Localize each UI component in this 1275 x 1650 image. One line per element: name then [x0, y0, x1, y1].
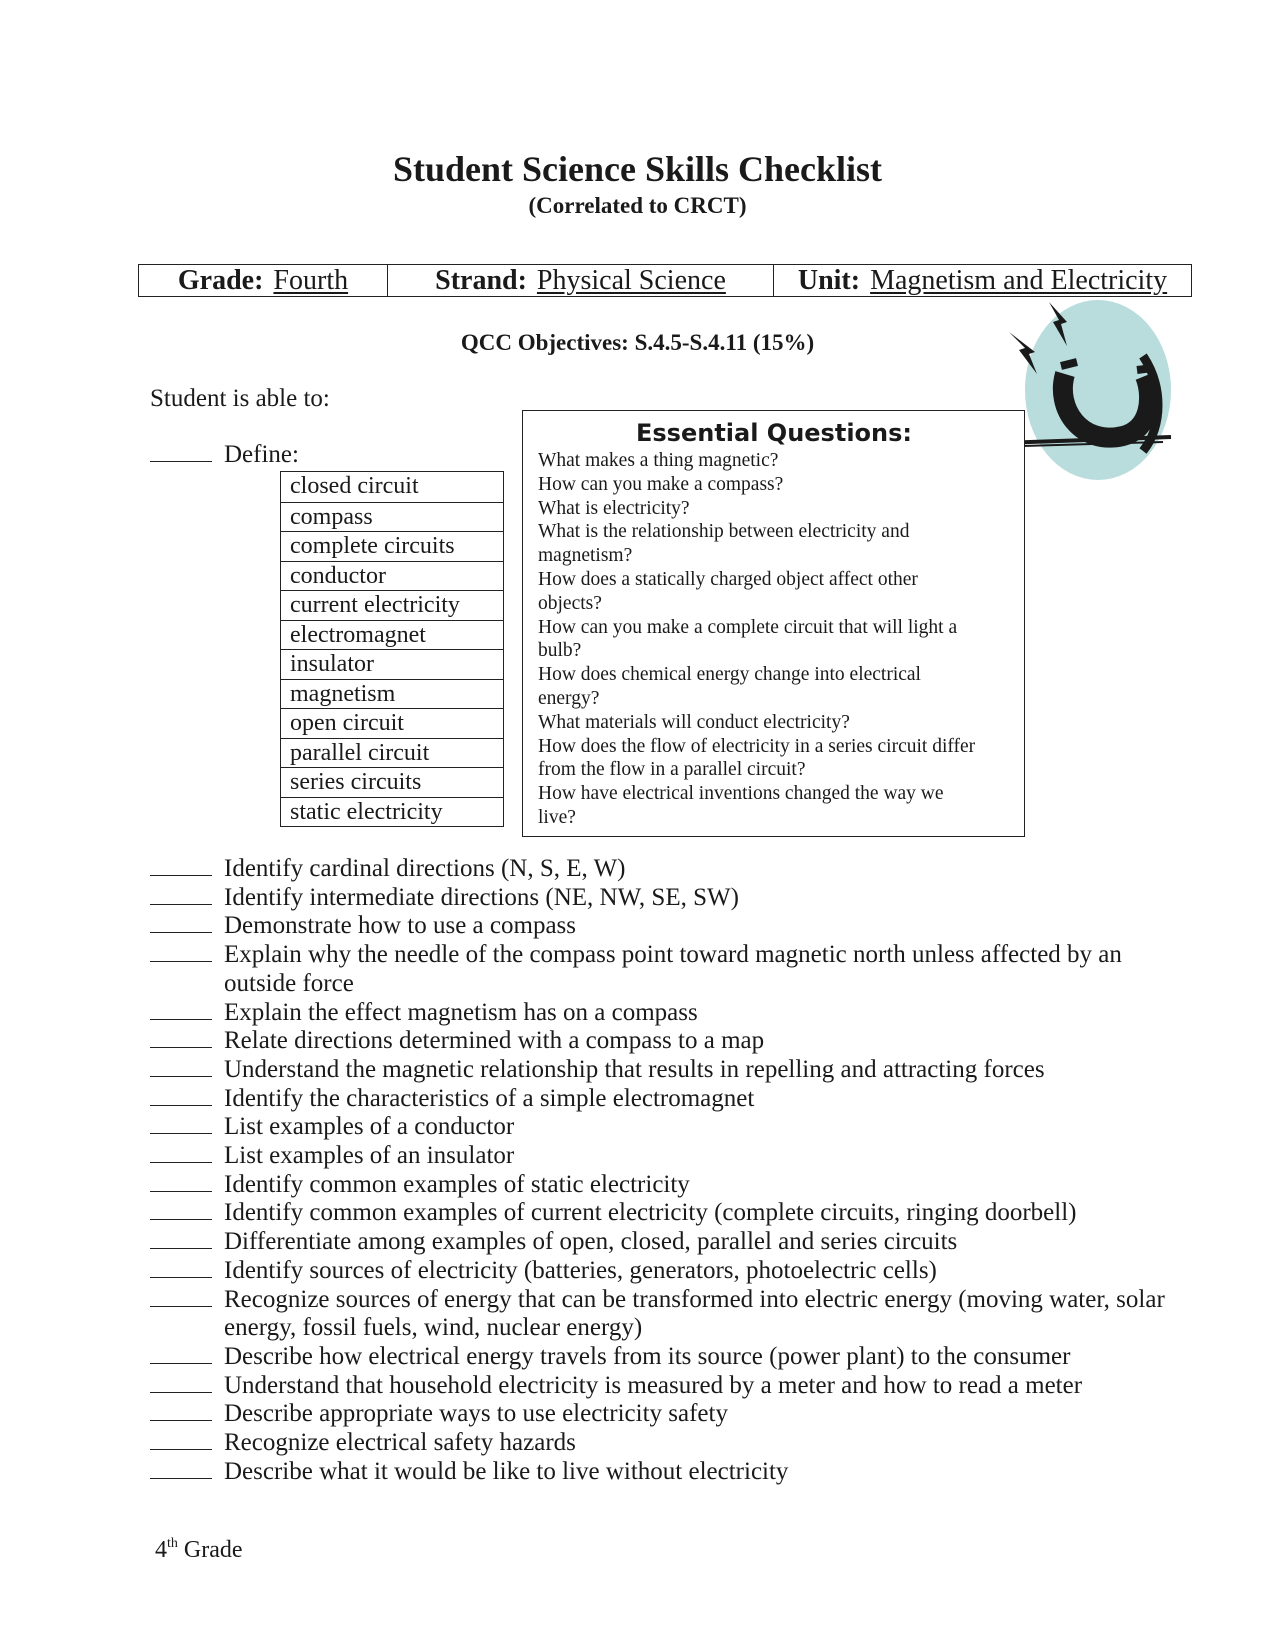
- checklist-item: [150, 1286, 1200, 1343]
- define-label: Define:: [224, 441, 299, 468]
- skill-text: Relate directions determined with a compass to a map: [224, 1027, 765, 1055]
- skill-text: List examples of a conductor: [224, 1113, 515, 1141]
- skill-text: Identify cardinal directions (N, S, E, W): [224, 855, 626, 882]
- check-blank[interactable]: [150, 1171, 212, 1192]
- unit-cell: [773, 265, 1191, 296]
- skill-text: Identify common examples of static electricity: [224, 1170, 690, 1198]
- skill-text: Recognize electrical safety hazards: [224, 1429, 576, 1457]
- strand-value: Physical Science: [536, 264, 726, 296]
- checklist-item: [150, 999, 1200, 1028]
- strand-cell: [387, 265, 773, 296]
- essential-question-line: How can you make a complete circuit that will light a: [538, 616, 958, 638]
- vocab-term: conductor: [281, 561, 503, 591]
- unit-value: Magnetism and Electricity: [870, 264, 1168, 296]
- page-subtitle: (Correlated to CRCT): [528, 193, 747, 218]
- check-blank[interactable]: [150, 1372, 212, 1393]
- essential-question-line: What is electricity?: [538, 497, 690, 519]
- check-blank[interactable]: [150, 941, 212, 962]
- skill-text: Explain the effect magnetism has on a compass: [224, 998, 698, 1026]
- check-blank[interactable]: [150, 1429, 212, 1450]
- essential-question-line: What materials will conduct electricity?: [538, 711, 850, 733]
- page-footer: [155, 1536, 243, 1564]
- footer-grade-word: Grade: [183, 1537, 243, 1563]
- skill-text: Identify the characteristics of a simple electromagnet: [224, 1084, 755, 1112]
- skill-text: Understand the magnetic relationship that results in repelling and attracting forces: [224, 1055, 1045, 1083]
- essential-question-line: How does chemical energy change into electrical: [538, 664, 921, 686]
- skill-text: Understand that household electricity is measured by a meter and how to read a meter: [224, 1371, 1083, 1399]
- skill-text: Explain why the needle of the compass point toward magnetic north unless affected by an outside force: [224, 941, 1122, 997]
- essential-questions-title: Essential Questions:: [635, 419, 912, 447]
- check-blank[interactable]: [150, 1257, 212, 1278]
- essential-question-line: How have electrical inventions changed the way we: [538, 783, 944, 805]
- vocab-term: series circuits: [281, 767, 503, 797]
- check-blank[interactable]: [150, 1199, 212, 1220]
- vocab-term: electromagnet: [281, 620, 503, 650]
- skills-checklist: [150, 855, 1200, 1486]
- grade-cell: [139, 265, 387, 296]
- header-table: [138, 264, 1192, 297]
- essential-question-line: What makes a thing magnetic?: [538, 450, 779, 471]
- check-blank[interactable]: [150, 1027, 212, 1048]
- checklist-item: [150, 1142, 1200, 1171]
- vocab-term: complete circuits: [281, 531, 503, 561]
- skill-text: List examples of an insulator: [224, 1142, 515, 1170]
- checklist-item: [150, 1228, 1200, 1257]
- footer-grade-suffix: th: [167, 1536, 178, 1551]
- skill-text: Demonstrate how to use a compass: [224, 912, 577, 940]
- check-blank[interactable]: [150, 1400, 212, 1421]
- check-blank[interactable]: [150, 1113, 212, 1134]
- footer-grade-number: 4: [155, 1537, 167, 1563]
- essential-question-line: from the flow in a parallel circuit?: [538, 759, 806, 781]
- grade-value: Fourth: [273, 264, 349, 296]
- skill-text: Identify intermediate directions (NE, NW, SE, SW): [224, 883, 739, 911]
- essential-question-line: bulb?: [538, 640, 582, 662]
- checklist-item: [150, 855, 1200, 884]
- skill-text: Describe how electrical energy travels from its source (power plant) to the consumer: [224, 1342, 1071, 1370]
- check-blank[interactable]: [150, 999, 212, 1020]
- essential-question-line: How can you make a compass?: [538, 473, 784, 495]
- intro-text: Student is able to:: [150, 385, 330, 412]
- vocab-term: insulator: [281, 649, 503, 679]
- checklist-item: [150, 1400, 1200, 1429]
- qcc-objectives: QCC Objectives: S.4.5-S.4.11 (15%): [460, 330, 815, 355]
- define-line: [150, 441, 299, 469]
- vocab-term: closed circuit: [290, 473, 419, 499]
- skill-text: Differentiate among examples of open, closed, parallel and series circuits: [224, 1228, 958, 1256]
- skill-text: Recognize sources of energy that can be transformed into electric energy (moving water, solar energy, fossil fuels, wind, nuclear energy): [224, 1285, 1165, 1342]
- check-blank[interactable]: [150, 912, 212, 933]
- skill-text: Identify common examples of current electricity (complete circuits, ringing doorbell): [224, 1199, 1077, 1227]
- checklist-item: [150, 1085, 1200, 1114]
- check-blank[interactable]: [150, 1458, 212, 1479]
- essential-question-line: energy?: [538, 687, 600, 709]
- page-title: Student Science Skills Checklist: [392, 149, 883, 189]
- check-blank[interactable]: [150, 1085, 212, 1106]
- check-blank[interactable]: [150, 884, 212, 905]
- vocab-term: current electricity: [281, 590, 503, 620]
- check-blank[interactable]: [150, 1228, 212, 1249]
- grade-label: Grade:: [177, 264, 264, 296]
- checklist-item: [150, 1113, 1200, 1142]
- check-blank[interactable]: [150, 1343, 212, 1364]
- check-blank[interactable]: [150, 441, 212, 462]
- skill-text: Describe what it would be like to live without electricity: [224, 1457, 789, 1485]
- vocab-term: magnetism: [281, 679, 503, 709]
- skill-text: Identify sources of electricity (batteries, generators, photoelectric cells): [224, 1256, 937, 1284]
- essential-question-line: How does a statically charged object affect other: [538, 568, 918, 590]
- essential-question-line: What is the relationship between electricity and: [538, 521, 910, 543]
- vocabulary-table: [280, 471, 504, 827]
- checklist-item: [150, 1027, 1200, 1056]
- essential-question-line: magnetism?: [538, 545, 633, 567]
- essential-question-line: objects?: [538, 592, 602, 614]
- check-blank[interactable]: [150, 1056, 212, 1077]
- check-blank[interactable]: [150, 1142, 212, 1163]
- checklist-item: [150, 1199, 1200, 1228]
- horseshoe-magnet-icon: [1003, 296, 1173, 486]
- vocab-term: parallel circuit: [281, 738, 503, 768]
- check-blank[interactable]: [150, 855, 212, 876]
- checklist-item: [150, 1171, 1200, 1200]
- checklist-item: [150, 1372, 1200, 1401]
- essential-question-line: live?: [538, 806, 576, 828]
- checklist-item: [150, 941, 1200, 998]
- unit-label: Unit:: [797, 264, 861, 296]
- vocab-term: compass: [281, 502, 503, 532]
- checklist-item: [150, 884, 1200, 913]
- essential-question-line: How does the flow of electricity in a series circuit differ: [538, 735, 976, 757]
- checklist-item: [150, 1257, 1200, 1286]
- essential-questions-box: [522, 410, 1025, 837]
- checklist-item: [150, 912, 1200, 941]
- strand-label: Strand:: [435, 264, 527, 296]
- magnet-pole-left: [1061, 362, 1077, 366]
- vocab-term: open circuit: [281, 708, 503, 738]
- skill-text: Describe appropriate ways to use electricity safety: [224, 1400, 728, 1428]
- checklist-item: [150, 1429, 1200, 1458]
- checklist-item: [150, 1458, 1200, 1487]
- check-blank[interactable]: [150, 1286, 212, 1307]
- checklist-item: [150, 1343, 1200, 1372]
- vocab-term: static electricity: [281, 797, 503, 827]
- checklist-item: [150, 1056, 1200, 1085]
